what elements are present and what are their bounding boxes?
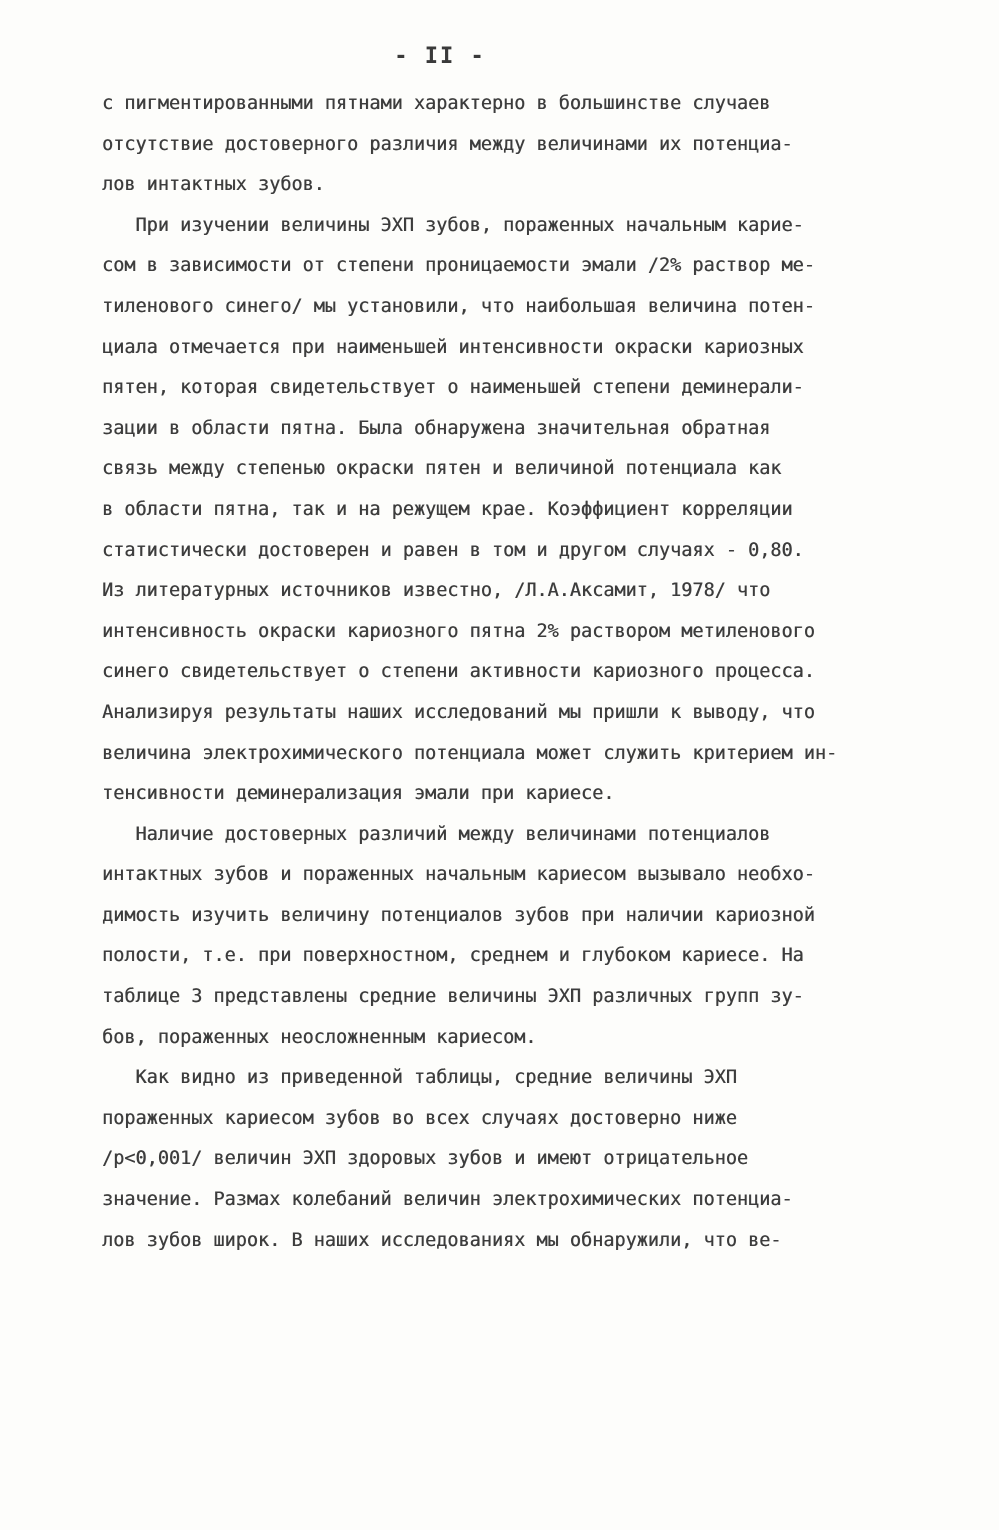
text-line: интактных зубов и пораженных начальным кариесом вызывало необхо- (102, 864, 815, 886)
text-line: величина электрохимического потенциала может служить критерием ин- (102, 742, 838, 764)
text-line: сом в зависимости от степени проницаемости эмали /2% раствор ме- (102, 255, 815, 277)
text-line: зации в области пятна. Была обнаружена значительная обратная (102, 417, 771, 439)
page-number: - II - (394, 44, 486, 69)
text-line: таблице 3 представлены средние величины ЭХП различных групп зу- (102, 986, 804, 1008)
text-line: димость изучить величину потенциалов зубов при наличии кариозной (102, 904, 815, 926)
text-line: тиленового синего/ мы установили, что наибольшая величина потен- (102, 295, 815, 317)
text-line: в области пятна, так и на режущем крае. Коэффициент корреляции (102, 498, 793, 520)
body-text (102, 84, 922, 1261)
text-line: бов, пораженных неосложненным кариесом. (102, 1026, 537, 1048)
text-line: синего свидетельствует о степени активности кариозного процесса. (102, 661, 815, 683)
text-line: Наличие достоверных различий между величинами потенциалов (102, 823, 771, 845)
text-line: Из литературных источников известно, /Л.А.Аксамит, 1978/ что (102, 580, 771, 602)
text-line: лов зубов широк. В наших исследованиях мы обнаружили, что ве- (102, 1229, 782, 1251)
text-line: тенсивности деминерализация эмали при кариесе. (102, 783, 615, 805)
text-line: отсутствие достоверного различия между величинами их потенциа- (102, 133, 793, 155)
text-line: При изучении величины ЭХП зубов, пораженных начальным карие- (102, 214, 804, 236)
text-line: интенсивность окраски кариозного пятна 2% раствором метиленового (102, 620, 815, 642)
text-line: Анализируя результаты наших исследований мы пришли к выводу, что (102, 701, 815, 723)
text-line: пораженных кариесом зубов во всех случаях достоверно ниже (102, 1107, 737, 1129)
text-line: пятен, которая свидетельствует о наименьшей степени деминерали- (102, 377, 804, 399)
text-line: связь между степенью окраски пятен и величиной потенциала как (102, 458, 782, 480)
text-line: с пигментированными пятнами характерно в большинстве случаев (102, 93, 771, 114)
text-line: циала отмечается при наименьшей интенсивности окраски кариозных (102, 336, 804, 358)
text-line: значение. Размах колебаний величин электрохимических потенциа- (102, 1189, 793, 1211)
text-line: статистически достоверен и равен в том и другом случаях - 0,80. (102, 539, 804, 561)
text-line: /р<0,001/ величин ЭХП здоровых зубов и имеют отрицательное (102, 1148, 749, 1170)
text-line: лов интактных зубов. (102, 174, 325, 196)
text-line: полости, т.е. при поверхностном, среднем и глубоком кариесе. На (102, 945, 804, 967)
text-line: Как видно из приведенной таблицы, средние величины ЭХП (102, 1067, 737, 1089)
